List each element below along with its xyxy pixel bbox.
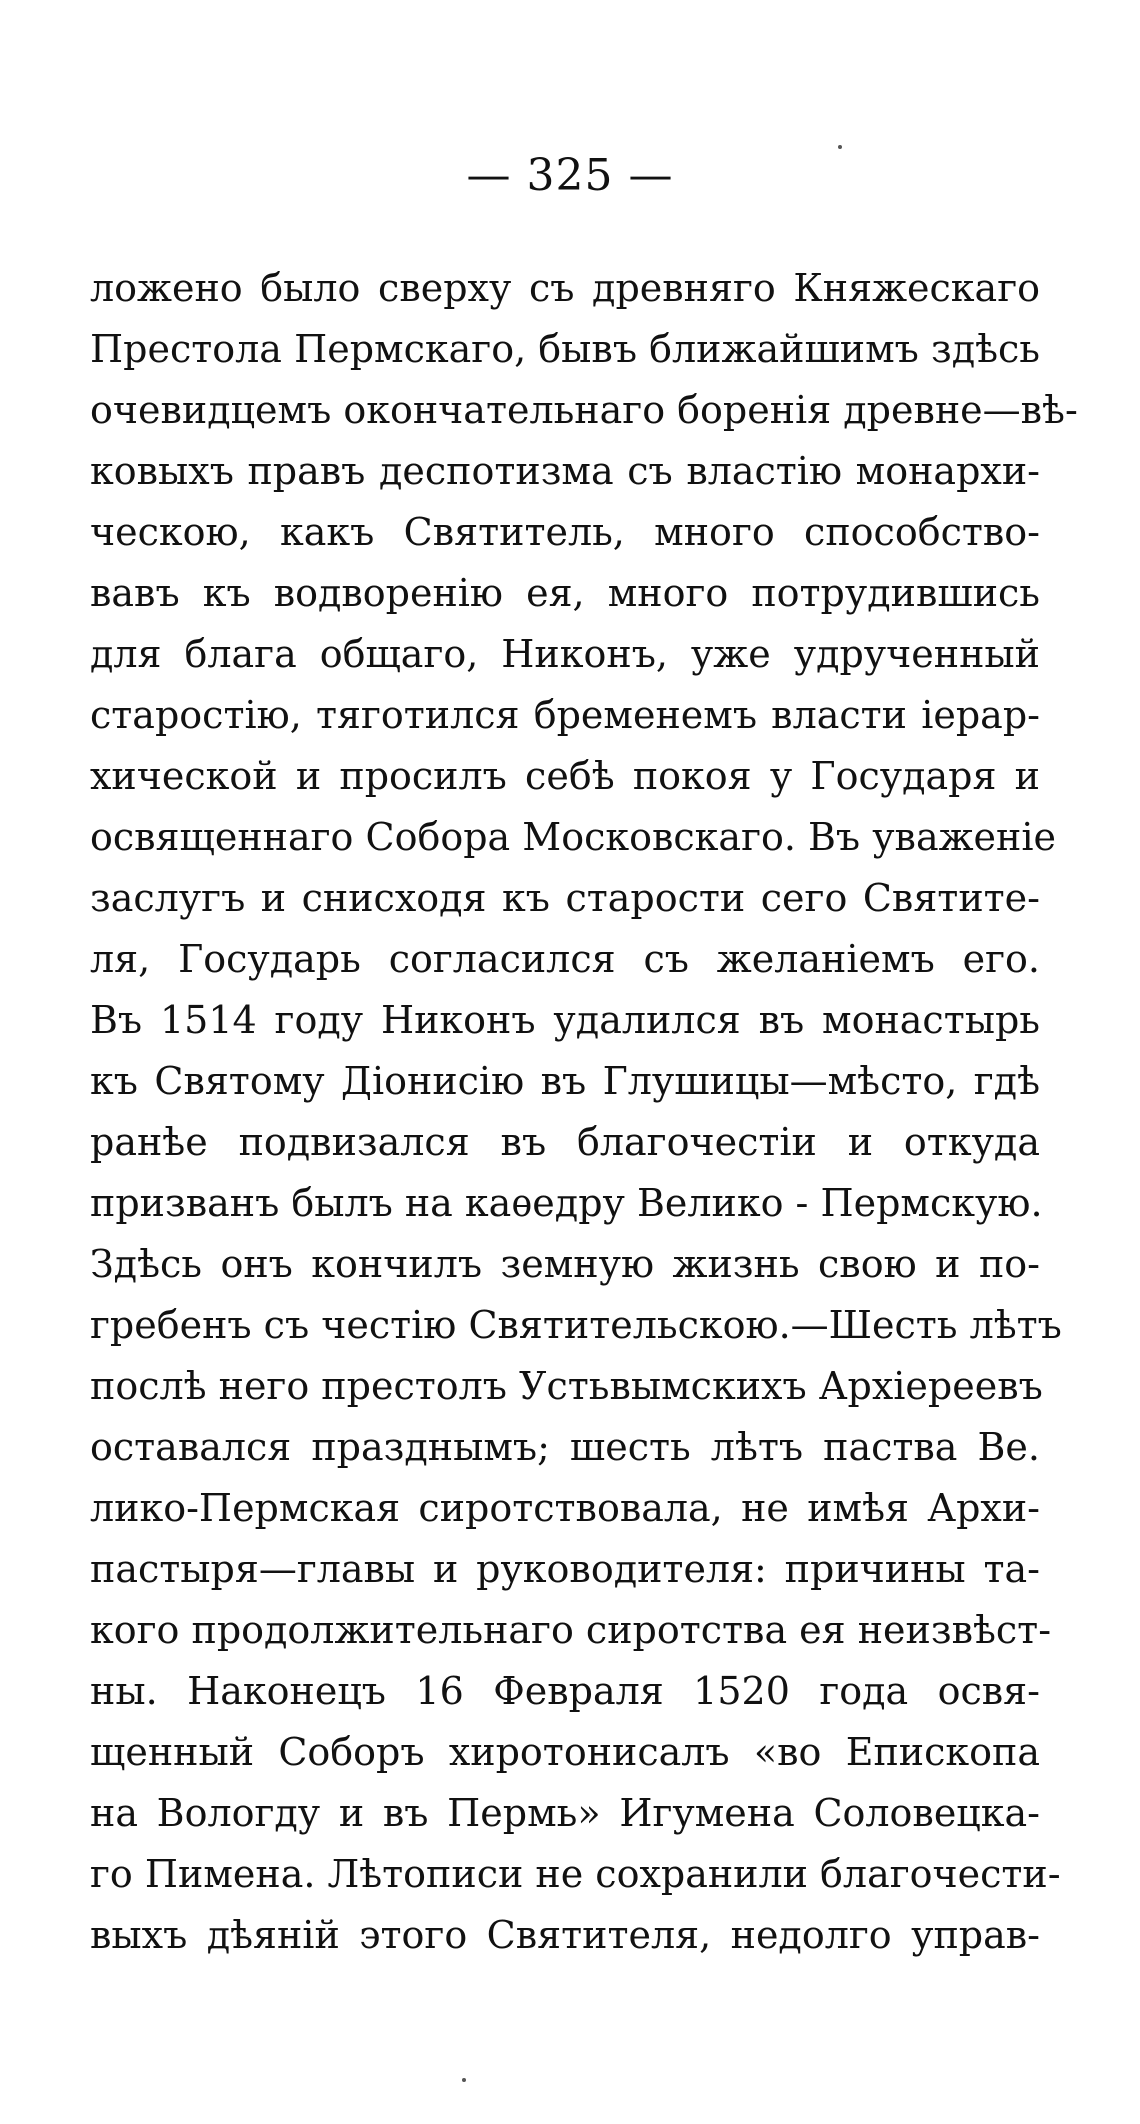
text-line: гребенъ съ честію Святительскою.—Шесть лѣтъ: [90, 1303, 1062, 1347]
paper-speck: [838, 145, 842, 149]
text-line: ложено было сверху съ древняго Княжескаго: [90, 266, 1040, 310]
text-line: призванъ былъ на каѳедру Велико - Пермскую.: [90, 1181, 1043, 1225]
text-line: очевидцемъ окончательнаго боренія древне—вѣ-: [90, 388, 1078, 432]
text-line: хической и просилъ себѣ покоя у Государя и: [90, 754, 1040, 798]
page-number: — 325 —: [466, 150, 674, 201]
text-line: ковыхъ правъ деспотизма съ властію монархи-: [90, 449, 1040, 493]
body-text: [90, 258, 1078, 1966]
text-line: лико-Пермская сиротствовала, не имѣя Архи-: [90, 1486, 1040, 1530]
text-line: старостію, тяготился бременемъ власти іерар-: [90, 693, 1040, 737]
text-line: Престола Пермскаго, бывъ ближайшимъ здѣсь: [90, 327, 1040, 371]
text-line: для блага общаго, Никонъ, уже удрученный: [90, 632, 1040, 676]
text-line: оставался празднымъ; шесть лѣтъ паства Ве.: [90, 1425, 1040, 1469]
text-line: ля, Государь согласился съ желаніемъ его.: [90, 937, 1040, 981]
text-line: ческою, какъ Святитель, много способство-: [90, 510, 1040, 554]
text-line: ранѣе подвизался въ благочестіи и откуда: [90, 1120, 1040, 1164]
text-line: Въ 1514 году Никонъ удалился въ монастырь: [90, 998, 1040, 1042]
text-line: Здѣсь онъ кончилъ земную жизнь свою и по-: [90, 1242, 1040, 1286]
text-line: на Вологду и въ Пермь» Игумена Соловецка-: [90, 1791, 1040, 1835]
text-line: выхъ дѣяній этого Святителя, недолго управ-: [90, 1913, 1040, 1957]
text-line: кого продолжительнаго сиротства ея неизвѣст-: [90, 1608, 1052, 1652]
text-line: освященнаго Собора Московскаго. Въ уваженіе: [90, 815, 1057, 859]
text-line: пастыря—главы и руководителя: причины та-: [90, 1547, 1040, 1591]
text-line: послѣ него престолъ Устьвымскихъ Архіереевъ: [90, 1364, 1043, 1408]
text-line: вавъ къ водворенію ея, много потрудившись: [90, 571, 1040, 615]
text-line: го Пимена. Лѣтописи не сохранили благочести-: [90, 1852, 1061, 1896]
text-line: щенный Соборъ хиротонисалъ «во Епископа: [90, 1730, 1040, 1774]
text-line: къ Святому Діонисію въ Глушицы—мѣсто, гдѣ: [90, 1059, 1040, 1103]
text-line: ны. Наконецъ 16 Февраля 1520 года освя-: [90, 1669, 1040, 1713]
paper-speck: [462, 2078, 466, 2082]
text-line: заслугъ и снисходя къ старости сего Святите-: [90, 876, 1040, 920]
